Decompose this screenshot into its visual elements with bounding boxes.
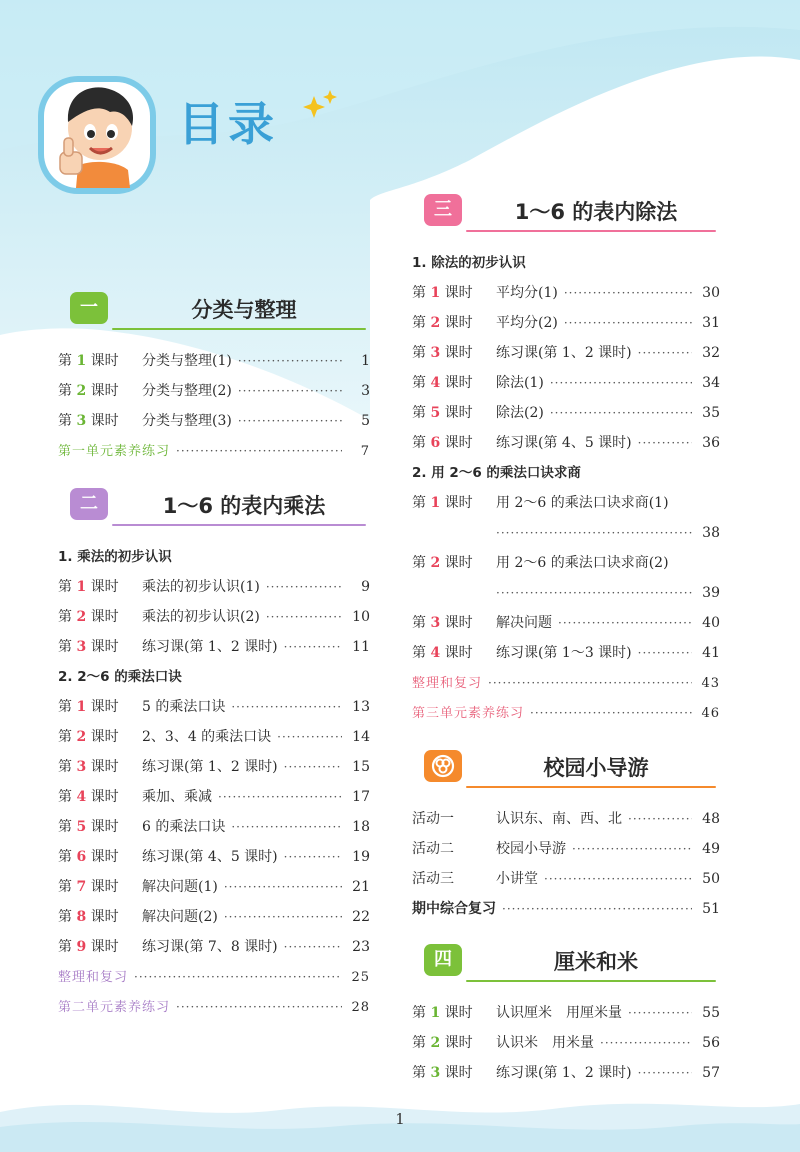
unit-underline (466, 980, 716, 982)
lesson-label: 第 8 课时 (58, 909, 119, 925)
toc-entry[interactable] (412, 428, 720, 458)
unit-underline (466, 230, 716, 232)
toc-entry[interactable] (412, 308, 720, 338)
leader-dots (550, 398, 692, 428)
page-ref: 9 (361, 579, 370, 595)
toc-entry[interactable] (412, 1058, 720, 1088)
page-ref: 22 (352, 909, 370, 925)
page-ref: 35 (702, 405, 720, 421)
page-ref: 51 (702, 901, 720, 917)
leader-dots (638, 638, 692, 668)
page-ref: 28 (351, 1000, 370, 1015)
page-ref: 41 (702, 645, 720, 661)
toc-entry[interactable] (412, 368, 720, 398)
activity-header (412, 748, 720, 794)
page-ref: 14 (352, 729, 370, 745)
lesson-label: 第 1 课时 (58, 353, 119, 369)
lesson-topic: 6 的乘法口诀 (142, 819, 226, 835)
lesson-label: 第 4 课时 (412, 645, 473, 661)
practice-label: 第三单元素养练习 (412, 706, 525, 721)
leader-dots (284, 932, 342, 962)
activity-label: 活动三 (412, 871, 454, 887)
toc-entry[interactable] (58, 406, 370, 436)
lesson-label: 第 3 课时 (58, 639, 119, 655)
lesson-label: 第 6 课时 (412, 435, 473, 451)
page-ref: 11 (352, 639, 370, 655)
toc-left-column (58, 290, 370, 1022)
unit-title: 分类与整理 (191, 298, 297, 322)
lesson-topic: 练习课(第 1、2 课时) (142, 759, 278, 775)
leader-dots (176, 992, 342, 1022)
unit-underline (466, 786, 716, 788)
toc-entry[interactable] (412, 638, 720, 668)
page-ref: 34 (702, 375, 720, 391)
page-ref: 55 (702, 1005, 720, 1021)
leader-dots (638, 428, 692, 458)
toc-entry[interactable] (58, 602, 370, 632)
toc-entry[interactable] (412, 608, 720, 638)
leader-dots (266, 602, 342, 632)
lesson-topic: 练习课(第 7、8 课时) (142, 939, 278, 955)
lesson-topic: 分类与整理(1) (142, 353, 232, 369)
midterm-label: 期中综合复习 (412, 901, 496, 917)
toc-entry[interactable] (412, 804, 720, 834)
page-ref: 10 (352, 609, 370, 625)
toc-entry[interactable] (412, 338, 720, 368)
unit-badge: 三 (424, 194, 462, 226)
leader-dots (176, 436, 342, 466)
page-ref: 3 (361, 383, 370, 399)
lesson-label: 第 2 课时 (412, 315, 473, 331)
lesson-topic: 解决问题(2) (142, 909, 218, 925)
lesson-topic: 分类与整理(2) (142, 383, 232, 399)
page-ref: 18 (352, 819, 370, 835)
toc-entry[interactable] (58, 782, 370, 812)
lesson-label: 第 2 课时 (58, 383, 119, 399)
leader-dots (284, 632, 342, 662)
page-ref: 30 (702, 285, 720, 301)
leader-dots (628, 804, 692, 834)
lesson-topic: 认识米 用米量 (496, 1035, 594, 1051)
toc-entry-practice[interactable] (58, 992, 370, 1022)
section-heading: 2. 2～6 的乘法口诀 (58, 669, 182, 685)
lesson-topic: 解决问题(1) (142, 879, 218, 895)
flower-icon (430, 753, 456, 779)
leader-dots (572, 834, 692, 864)
lesson-label: 第 3 课时 (412, 1065, 473, 1081)
page-ref: 5 (361, 413, 370, 429)
toc-entry[interactable] (58, 722, 370, 752)
toc-entry-review[interactable] (58, 962, 370, 992)
page-ref: 19 (352, 849, 370, 865)
page-ref: 17 (352, 789, 370, 805)
leader-dots (266, 572, 342, 602)
lesson-label: 第 3 课时 (412, 345, 473, 361)
leader-dots (488, 668, 692, 698)
leader-dots (224, 872, 342, 902)
leader-dots (638, 1058, 692, 1088)
lesson-label: 第 2 课时 (58, 729, 119, 745)
activity-label: 活动二 (412, 841, 454, 857)
leader-dots (628, 998, 692, 1028)
lesson-label: 第 5 课时 (412, 405, 473, 421)
lesson-label: 第 2 课时 (412, 1035, 473, 1051)
page-ref: 46 (701, 706, 720, 721)
page-ref: 56 (702, 1035, 720, 1051)
toc-entry[interactable] (58, 902, 370, 932)
review-label: 整理和复习 (58, 970, 129, 985)
lesson-topic: 练习课(第 1、2 课时) (496, 1065, 632, 1081)
lesson-topic: 练习课(第 1、2 课时) (496, 345, 632, 361)
activity-badge (424, 750, 462, 782)
lesson-topic: 分类与整理(3) (142, 413, 232, 429)
unit-title: 1～6 的表内乘法 (162, 494, 326, 518)
toc-entry[interactable] (58, 376, 370, 406)
unit-badge: 二 (70, 488, 108, 520)
toc-right-column (412, 192, 720, 1088)
leader-dots (496, 578, 692, 608)
toc-entry[interactable] (412, 278, 720, 308)
activity-topic: 认识东、南、西、北 (496, 811, 622, 827)
lesson-topic: 乘法的初步认识(1) (142, 579, 260, 595)
unit-underline (112, 524, 366, 526)
lesson-label: 第 1 课时 (412, 495, 473, 511)
page-ref: 31 (702, 315, 720, 331)
toc-entry[interactable] (58, 572, 370, 602)
section-heading: 1. 除法的初步认识 (412, 255, 526, 271)
page-ref: 32 (702, 345, 720, 361)
lesson-label: 第 1 课时 (412, 1005, 473, 1021)
toc-entry[interactable] (412, 834, 720, 864)
page-ref: 36 (702, 435, 720, 451)
toc-entry-practice[interactable] (58, 436, 370, 466)
page-ref: 38 (702, 525, 720, 541)
toc-entry[interactable] (412, 548, 720, 608)
lesson-label: 第 3 课时 (58, 759, 119, 775)
leader-dots (277, 722, 342, 752)
lesson-topic: 平均分(2) (496, 315, 558, 331)
page-ref: 49 (702, 841, 720, 857)
practice-label: 第二单元素养练习 (58, 1000, 171, 1015)
review-label: 整理和复习 (412, 676, 483, 691)
page-ref: 13 (352, 699, 370, 715)
page-number: 1 (395, 1110, 405, 1128)
lesson-topic: 练习课(第 1～3 课时) (496, 645, 632, 661)
lesson-topic: 用 2～6 的乘法口诀求商(1) (496, 495, 669, 511)
unit-3-header (412, 192, 720, 238)
toc-entry[interactable] (58, 812, 370, 842)
toc-entry[interactable] (412, 398, 720, 428)
leader-dots (231, 812, 342, 842)
toc-entry[interactable] (412, 488, 720, 548)
toc-entry-practice[interactable] (412, 698, 720, 728)
activity-topic: 小讲堂 (496, 871, 538, 887)
unit-4-header (412, 942, 720, 988)
activity-title: 校园小导游 (543, 756, 649, 780)
lesson-label: 第 1 课时 (58, 579, 119, 595)
section-heading: 2. 用 2～6 的乘法口诀求商 (412, 465, 581, 481)
page-ref: 25 (351, 970, 370, 985)
sparkle-icon (300, 88, 340, 122)
toc-entry[interactable] (412, 864, 720, 894)
page-ref: 57 (702, 1065, 720, 1081)
unit-badge: 一 (70, 292, 108, 324)
lesson-topic: 用 2～6 的乘法口诀求商(2) (496, 555, 669, 571)
leader-dots (134, 962, 342, 992)
page-ref: 48 (702, 811, 720, 827)
leader-dots (530, 698, 692, 728)
leader-dots (502, 894, 692, 924)
activity-topic: 校园小导游 (496, 841, 566, 857)
page-ref: 50 (702, 871, 720, 887)
lesson-topic: 练习课(第 4、5 课时) (142, 849, 278, 865)
unit-title: 厘米和米 (554, 950, 638, 974)
lesson-label: 第 4 课时 (58, 789, 119, 805)
lesson-topic: 除法(2) (496, 405, 544, 421)
leader-dots (218, 782, 342, 812)
lesson-topic: 练习课(第 4、5 课时) (496, 435, 632, 451)
unit-title: 1～6 的表内除法 (514, 200, 678, 224)
unit-badge: 四 (424, 944, 462, 976)
leader-dots (284, 842, 342, 872)
activity-label: 活动一 (412, 811, 454, 827)
toc-entry-review[interactable] (412, 668, 720, 698)
toc-entry[interactable] (58, 752, 370, 782)
lesson-topic: 乘加、乘减 (142, 789, 212, 805)
unit-1-header (58, 290, 370, 336)
lesson-label: 第 9 课时 (58, 939, 119, 955)
leader-dots (238, 406, 342, 436)
practice-label: 第一单元素养练习 (58, 444, 171, 459)
lesson-topic: 除法(1) (496, 375, 544, 391)
leader-dots (550, 368, 692, 398)
leader-dots (496, 518, 692, 548)
lesson-topic: 乘法的初步认识(2) (142, 609, 260, 625)
lesson-label: 第 3 课时 (412, 615, 473, 631)
page-ref: 21 (352, 879, 370, 895)
lesson-topic: 5 的乘法口诀 (142, 699, 226, 715)
leader-dots (564, 278, 692, 308)
lesson-label: 第 5 课时 (58, 819, 119, 835)
toc-entry[interactable] (58, 932, 370, 962)
page-ref: 43 (701, 676, 720, 691)
boy-mascot-thumbs-up-icon (32, 70, 162, 200)
lesson-topic: 练习课(第 1、2 课时) (142, 639, 278, 655)
lesson-label: 第 4 课时 (412, 375, 473, 391)
unit-underline (112, 328, 366, 330)
section-heading: 1. 乘法的初步认识 (58, 549, 172, 565)
unit-2-header (58, 486, 370, 532)
lesson-topic: 2、3、4 的乘法口诀 (142, 729, 272, 745)
toc-entry[interactable] (58, 872, 370, 902)
toc-entry[interactable] (412, 998, 720, 1028)
lesson-label: 第 6 课时 (58, 849, 119, 865)
lesson-label: 第 2 课时 (412, 555, 473, 571)
lesson-label: 第 1 课时 (58, 699, 119, 715)
page-ref: 15 (352, 759, 370, 775)
leader-dots (544, 864, 692, 894)
leader-dots (238, 376, 342, 406)
toc-entry[interactable] (58, 632, 370, 662)
lesson-topic: 解决问题 (496, 615, 552, 631)
leader-dots (564, 308, 692, 338)
page-title: 目录 (178, 97, 278, 151)
lesson-label: 第 2 课时 (58, 609, 119, 625)
leader-dots (600, 1028, 692, 1058)
toc-entry[interactable] (58, 842, 370, 872)
toc-entry[interactable] (412, 1028, 720, 1058)
page-ref: 39 (702, 585, 720, 601)
toc-entry[interactable] (58, 346, 370, 376)
lesson-label: 第 7 课时 (58, 879, 119, 895)
leader-dots (224, 902, 342, 932)
lesson-topic: 平均分(1) (496, 285, 558, 301)
page-ref: 7 (360, 444, 370, 459)
leader-dots (238, 346, 342, 376)
toc-entry-midterm[interactable] (412, 894, 720, 924)
leader-dots (284, 752, 342, 782)
page-ref: 40 (702, 615, 720, 631)
page-ref: 23 (352, 939, 370, 955)
leader-dots (558, 608, 692, 638)
lesson-label: 第 3 课时 (58, 413, 119, 429)
lesson-topic: 认识厘米 用厘米量 (496, 1005, 622, 1021)
lesson-label: 第 1 课时 (412, 285, 473, 301)
leader-dots (638, 338, 692, 368)
page-ref: 1 (361, 353, 370, 369)
leader-dots (231, 692, 342, 722)
toc-entry[interactable] (58, 692, 370, 722)
